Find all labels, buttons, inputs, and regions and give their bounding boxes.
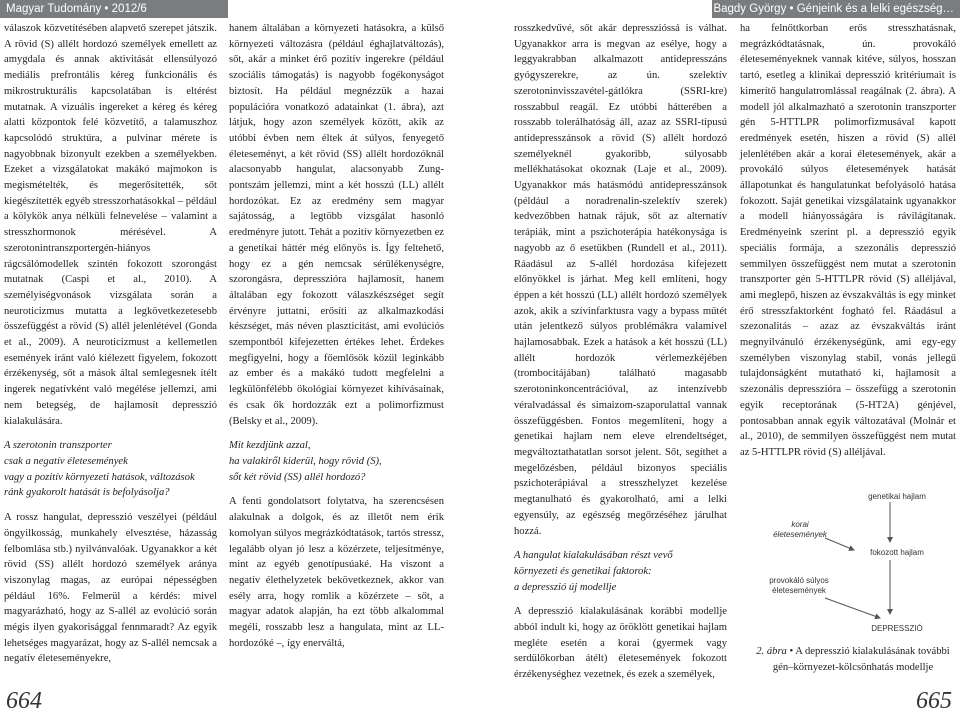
heading-line: csak a negatív életesemények [4, 455, 128, 467]
text-column-4 [740, 21, 956, 461]
heading-line: A szerotonin transzporter [4, 440, 112, 452]
figure-caption [750, 644, 956, 675]
heading-line: környezeti és genetikai faktorok: [514, 565, 652, 577]
arrow-provoking-to-depression [825, 598, 880, 618]
heading-line: vagy a pozitív környezeti hatások, változások [4, 471, 195, 483]
body-paragraph: válaszok közvetítésében alapvető szerepet játszik. A rövid (S) allélt hordozó személyek emellett az amygdala és annak aktivitását ellensúlyozó mediális prefrontális kéreg funkcionális és mikrostrukturális kapcsolatában is eltérést mutatnak. A vizuális ingereket a kéreg és kéreg alatti központok felé közvetítő, a talamuszhoz kapcsolódó struktúra, a pulvinar mérete is nagyobbnak bizonyult ezekben a személyekben. Ezeket a vizsgálatokat makákó majmokon is megismételték, és megerősítették, sőt kiegészítették egyéb stresszorhatásokkal – például a kölykök anya nélküli felnevelése – valamint a stresszhormonok mérésével. A szerotonintranszportergén-hiányos rágcsálómodellek szintén fokozott szorongást mutatnak (Caspi et al., 2010). A személyiségvonások vizsgálata során a neuroticizmus mutatta a legkövetkezetesebb összefüggést a rövid (S) allél jelenlétével (Gonda et al., 2009). A neuroticizmust a kellemetlen események iránt való kiélezett figyelem, fokozott érzékenység, sőt a mások által semlegesnek ítélt ingerek negatívként való megélése jellemzi, ami nem betegség, de hajlamosít depresszió kialakulására. [4, 23, 217, 427]
heading-line: Mit kezdjünk azzal, [229, 440, 311, 452]
running-header-right: Bagdy György • Génjeink és a lelki egészség… [712, 0, 960, 18]
label-genetic-predisposition: genetikai hajlam [868, 492, 926, 501]
body-paragraph: A rossz hangulat, depresszió veszélyei (például öngyilkosság, munkahely elvesztése, házasság felbomlása stb.) nyilvánvalóak. Ugyanakkor a két rövid (SS) allélt hordozó személyek aránya viszonylag magas, az európai népességben például 16%. Felmerül a kérdés: mivel magyarázható, hogy az S-allél az evolúció során mégis ilyen gyakorisággal fennmaradt? Az egyik lehetséges magyarázat, hogy az S-allél nemcsak a negatív életeseményekre, [4, 512, 217, 665]
heading-line: ránk gyakorolt hatását is befolyásolja? [4, 487, 170, 499]
figure-caption-text: • A depresszió kialakulásának további gén–környezet-kölcsönhatás modellje [772, 646, 950, 673]
body-paragraph: rosszkedvűvé, sőt akár depresszióssá is válhat. Ugyanakkor arra is megvan az esélye, hogy a leggyakrabban alkalmazott antidepresszáns gyógyszerekre, az ún. szelektív szerotoninvisszavétel-gátlókra (SSRI-kre) rosszabbul reagál. Ez utóbbi hátterében a rosszabb tolerálhatóság áll, azaz az SSRI-típusú antidepresszánsok a rövid (S) allélt hordozó személyeknél gyakoribb, súlyosabb mellékhatásokat okoznak (Laje et al., 2009). Ugyanakkor más hatásmódú antidepresszánsok (például a noradrenalin-szelektív szerek) kedvezőbben hatnak rájuk, sőt az alternatív terápiák, mint a pszichoterápia hatékonysága is nagyobb az ő esetükben (Rundell et al., 2011). Ráadásul az S-allél hordozása kifejezett előnyökkel is járhat. Meg kell említeni, hogy éppen a két hosszú (LL) allélt hordozó személyek azok, akik a szívinfarktusra vagy a bypass műtét után jelentkező súlyos problémákra valamivel hajlamosabbak. Ezek a hatások a két hosszú (LL) allélt hordozók vérlemezkéjében (trombocitájában) található magasabb szerotoninkoncentrációval, az intenzívebb véralvadással és simaizom-szaporulattal vannak összefüggésben. Fontos megemlíteni, hogy a genetikai hajlam nem eleve elrendeltséget, megváltoztathatatlan sorsot jelent. Sőt, segíthet a megelőzésben, például bizonyos speciális pszichoterápiával a stresszhelyzet kezelése megtanulható és gyakorolható, ami a lelki egyensúly, az egészség megőrzéséhez járulhat hozzá. [514, 23, 727, 537]
diagram-arrows [740, 486, 956, 640]
heading-line: ha valakiről kiderül, hogy rövid (S), [229, 455, 382, 467]
section-heading [229, 438, 444, 485]
text-column-1 [4, 21, 217, 667]
section-heading [4, 438, 217, 501]
page-number-left: 664 [6, 688, 42, 714]
body-paragraph: hanem általában a környezeti hatásokra, a külső környezeti változásra (például éghajlatváltozás), sőt, akár a minket érő pozitív ingerekre (például szociális támogatás) is nagyobb fogékonyságot biztosít. Ha például megnézzük a hazai populációra vonatkozó adatainkat (1. ábra), azt látjuk, hogy azon személyek között, akik az utóbbi évben nem éltek át súlyos, fenyegető életeseményt, a két rövid (SS) allélt hordozóknál alacsonyabb hangulat, alacsonyabb Zung-pontszám jellemzi, mint a két hosszú (LL) allélt hordozókat. Ez az eredmény sem magyar sajátosság, a legtöbb vizsgálat hasonló eredményre jutott. Tehát a pozitív környezetben ez a genetikai háttér még előnyös is. Így feltehető, hogy ez a gén nemcsak sérülékenységre, szorongásra, depresszióra hajlamosít, hanem általában egy fokozott válaszkészséget segít érvényre juttatni, erősíti az alkalmazkodási készséget, más néven plaszticitást, ami evolúciós szempontból kifejezetten értékes lehet. Érdekes megfigyelni, hogy a főemlősök közül leginkább az ember és a makákó tudott megfelelni a legkülönfélébb ökológiai környezet kihívásainak, és csak ők hordozzák ezt a polimorfizmust (Belsky et al., 2009). [229, 23, 444, 427]
running-header-left: Magyar Tudomány • 2012/6 [0, 0, 228, 18]
label-early-life-events: korai életesemények [773, 520, 827, 539]
text-column-2 [229, 21, 444, 651]
label-increased-predisposition: fokozott hajlam [870, 548, 924, 557]
body-paragraph: A fenti gondolatsort folytatva, ha szerencsésen alakulnak a dolgok, és az illetőt nem érik komolyan súlyos megrázkódtatások, tartós stressz, legalább olyan jó lesz a közérzete, teljesítménye, mint az egyéb genotípusúaké. Ha viszont a negatív élethelyzetek bekövetkeznek, akkor van esély arra, hogy romlik a közérzete – sőt, a magyar adatok alapján, ha ezt több alkalommal megéli, rosszabb lesz a hangulata, mint az LL-hordozóké –, így enerváltá, [229, 496, 444, 649]
label-provoking-life-events: provokáló súlyos életesemények [769, 576, 829, 595]
figure-caption-number: 2. ábra [756, 646, 787, 657]
body-paragraph: A depresszió kialakulásának korábbi modellje abból indult ki, hogy az öröklött genetikai hajlam megléte esetén a korai (gyermek vagy serdülőkorban átélt) életesemények fokozott érzékenységhez vezetnek, és ezek a személyek, [514, 606, 727, 681]
section-heading [514, 548, 727, 595]
text-column-3 [514, 21, 727, 683]
body-paragraph: ha felnőttkorban erős stresszhatásnak, megrázkódtatásnak, ún. provokáló életeseményeknek vannak kitéve, súlyos, hosszan tartó, esetleg a klinikai depresszió kritériumait is kimerítő hangulatromlással reagálnak (2. ábra). A modell jól alkalmazható a szerotonin transzporter gén 5-HTTLPR polimorfizmusával kapott eredmények esetén, hiszen a rövid (S) allél jelenlétében akár a korai életesemények, akár a provokáló súlyos életesemények hatását állapotunkat és hangulatunkat befolyásoló hatása fokozott. Saját genetikai vizsgálataink ugyanakkor a modell hiányosságára is rávilágítanak. Eredményeink szerint pl. a depresszió egyik speciális formája, a szezonális depresszió semmilyen összefüggést nem mutat a szerotonin transzporter gén 5-HTTLPR rövid (S) alléljával, ami meglepő, hiszen az évszakváltás is egy minket érő stresszfaktorként fogható fel. Ráadásul a szezonalitás – azaz az évszakváltás iránt megnyilvánuló érzékenységünk, ami egy-egy személyben viszonylag stabil, vonás jellegű tulajdonságként mutatható ki, hajlamosít a szezonális depresszióra – összefügg a szerotonin egyik receptorának (5-HT2A) génjével, pontosabban annak egyik változatával (Molnár et al., 2010), de semmilyen összefüggést nem mutat az 5-HTTLPR rövid (S) alléljával. [740, 23, 956, 458]
page-number-right: 665 [916, 688, 952, 714]
heading-line: sőt két rövid (SS) allél hordozó? [229, 471, 366, 483]
heading-line: A hangulat kialakulásában részt vevő [514, 550, 673, 562]
heading-line: a depresszió új modellje [514, 581, 617, 593]
figure-diagram [740, 486, 956, 640]
label-depression: DEPRESSZIÓ [871, 624, 923, 633]
